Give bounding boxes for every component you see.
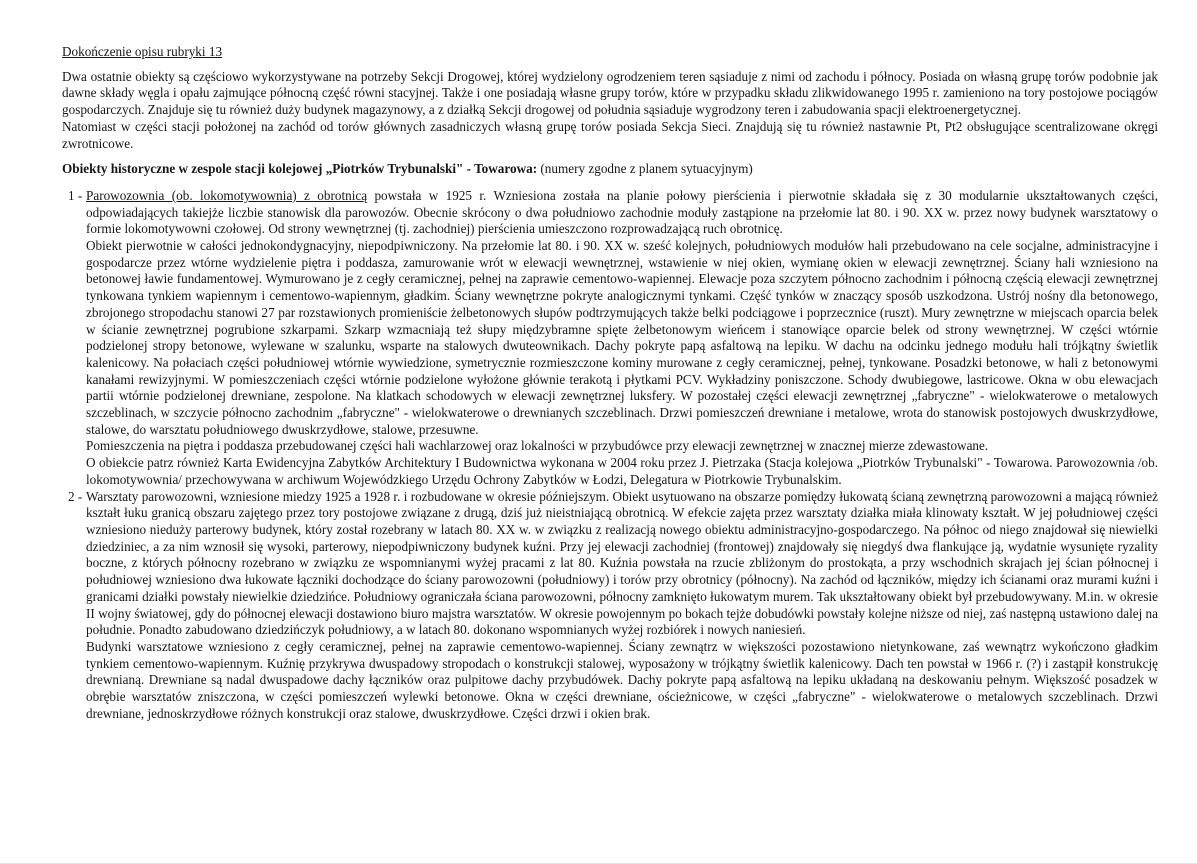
page-heading: Dokończenie opisu rubryki 13: [62, 44, 223, 59]
item-title: Parowozownia (ob. lokomotywownia) z obrotnicą: [86, 187, 368, 203]
document-body: [62, 44, 1158, 722]
item-paragraph: [86, 188, 1158, 238]
list-item: [62, 489, 1158, 723]
item-paragraph: Obiekt pierwotnie w całości jednokondygnacyjny, niepodpiwniczony. Na przełomie lat 80. i 90. XX w. sześć kolejnych, południowych modułów hali przebudowano na cele socjalne, administracyjne i gospodarcze przez wtórne wydzielenie piętra i poddasza, zamurowanie wrót w elewacji wewnętrznej, wstawienie w niej okien, wymianę okien w elewacji zewnętrznej. Ściany hali wzniesiono na betonowej ławie fundamentowej. Wymurowano je z cegły ceramicznej, pełnej na zaprawie cementowo-wapiennej. Elewacje poza szczytem północno zachodnim i północną częścią elewacji zewnętrznej tynkowana tynkiem wapiennym i cementowo-wapiennym, gładkim. Ściany wewnętrzne pokryte analogicznymi tynkami. Część tynków w znaczący sposób uszkodzona. Ustrój nośny dla betonowego, zbrojonego stropodachu stanowi 27 par rozstawionych promieniście żelbetonowych słupów podtrzymujących także belki podciągowe i poprzecznice (ruszt). Mury zewnętrzne w miejscach oparcia belek w ścianie zewnętrznej pogrubione szkarpami. Szkarp wzmacniają też słupy międzybramne spięte żelbetonowym wieńcem i stanowiące oparcie belek od strony wewnętrznej. W części wtórnie podzielonej stropy betonowe, wylewane w szalunku, wsparte na stalowych dwuteownikach. Dachy pokryte papą asfaltową na lepiku. W dachu na odcinku jednego modułu hali trójkątny świetlik kalenicowy. Na połaciach części południowej wtórnie wywiedzione, symetrycznie rozmieszczone kominy murowane z cegły ceramicznej, pełnej, tynkowane. Posadzki betonowe, w hali z betonowymi kanałami rewizyjnymi. W pomieszczeniach części wtórnie podzielone wyłożone głównie terakotą i płytkami PCV. Wykładziny poniszczone. Schody dwubiegowe, lastricowe. Okna w obu elewacjach partii wtórnie podzielonej drewniane, zespolone. Na klatkach schodowych w elewacji zewnętrznej luksfery. W pozostałej części elewacji zewnętrznej „fabryczne" - wielokwaterowe o metalowych szczeblinach, w szczycie północno zachodnim „fabryczne" - wielokwaterowe o drewnianych szczeblinach. Drzwi pomieszczeń drewniane i metalowe, wrota do stanowisk postojowych dwuskrzydłowe, stalowe, do warsztatu południowego dwuskrzydłowe, stalowe, przesuwne.: [86, 238, 1158, 437]
intro-paragraph: Dwa ostatnie obiekty są częściowo wykorzystywane na potrzeby Sekcji Drogowej, której wydzielony ogrodzeniem teren sąsiaduje z nimi od zachodu i północy. Posiada on własną grupę torów podobnie jak dawne składy węgla i opału zajmujące północną część równi stacyjnej. Także i one posiadają własne grupy torów, które w przypadku składu zlikwidowanego 1995 r. zamieniono na tory postojowe pociągów gospodarczych. Znajduje się tu również duży budynek magazynowy, a z działką Sekcji drogowej od południa sąsiaduje wygrodzony teren i zabudowania spacji elektroenergetycznej.: [62, 68, 1158, 118]
item-number: 1 -: [68, 187, 83, 203]
section-subtitle: (numery zgodne z planem sytuacyjnym): [537, 161, 753, 177]
section-title-text: Obiekty historyczne w zespole stacji kolejowej „Piotrków Trybunalski" - Towarowa:: [62, 161, 538, 177]
item-paragraph: Pomieszczenia na piętra i poddasza przebudowanej części hali wachlarzowej oraz lokalności w przybudówce przy elewacji zewnętrznej w znacznej mierze zdewastowane.: [86, 438, 989, 454]
list-item: [62, 188, 1158, 489]
item-text: powstała w 1925 r. Wzniesiona została na planie połowy pierścienia i pierwotnie składała się z 30 modularnie ukształtowanych części, odpowiadających takiejże liczbie stanowisk dla parowozów. Obecnie skrócony o dwa południowo zachodnie moduły zastąpione na przełomie lat 80. i 90. XX w. przez nowy budynek warsztatowy o formie lokomotywowni czołowej. Od strony wewnętrznej (tj. zachodniej) pierścienia umieszczono rozprowadzającą ruch obrotnicę.: [86, 187, 1158, 237]
item-paragraph: O obiekcie patrz również Karta Ewidencyjna Zabytków Architektury I Budownictwa wykonana w 2004 roku przez J. Pietrzaka (Stacja kolejowa „Piotrków Trybunalski" - Towarowa. Parowozownia /ob. lokomotywownia/ przechowywana w archiwum Wojewódzkiego Urzędu Ochrony Zabytków w Łodzi, Delegatura w Piotrkowie Trybunalskim.: [86, 455, 1158, 487]
intro-paragraph: Natomiast w części stacji położonej na zachód od torów głównych zasadniczych własną grupę torów posiada Sekcja Sieci. Znajdują się tu również nastawnie Pt, Pt2 obsługujące scentralizowane okręgi zwrotnicowe.: [62, 118, 1158, 151]
item-paragraph: Budynki warsztatowe wzniesiono z cegły ceramicznej, pełnej na zaprawie cementowo-wapiennej. Ściany zewnątrz w większości pozostawiono nietynkowane, zaś wewnątrz wykończono gładkim tynkiem cementowo-wapiennym. Kuźnię przykrywa dwuspadowy stropodach o konstrukcji stalowej, wyposażony w trójkątny świetlik kalenicowy. Dach ten powstał w 1966 r. (?) i zastąpił konstrukcję drewnianą. Drewniane są nadal dwuspadowe dachy łączników oraz pulpitowe dachy przybudówek. Dachy pokryte papą asfaltową na lepiku układaną na deskowaniu pełnym. Większość posadzek w obrębie warsztatów zniszczona, w części pomieszczeń wylewki betonowe. Okna w części drewniane, ościeżnicowe, w części „fabryczne" - wielokwaterowe o metalowych szczeblinach. Drzwi drewniane, jednoskrzydłowe różnych konstrukcji oraz stalowe, dwuskrzydłowe. Części drzwi i okien brak.: [86, 638, 1158, 721]
section-title: [62, 161, 1158, 178]
item-number: 2 -: [68, 488, 83, 504]
item-paragraph: Warsztaty parowozowni, wzniesione miedzy 1925 a 1928 r. i rozbudowane w okresie późniejszym. Obiekt usytuowano na obszarze pomiędzy łukowatą ścianą zewnętrzną parowozowni a mającą również kształt łuku granicą obszaru zajętego przez tory postojowe związane z drugą, dziś już nieistniającą obrotnicą. W efekcie zajęta przez warsztaty działka miała klinowaty kształt. W jej południowej części wzniesiono nieduży parterowy budynek, który został rozebrany w latach 80. XX w. w związku z realizacją nowego obiektu administracyjno-gospodarczego. Na północ od niego znajdował się niewielki dziedziniec, a za nim wznosił się wysoki, parterowy, niepodpiwniczony budynek kuźni. Przy jej elewacji zachodniej (frontowej) znajdowały się niegdyś dwa flankujące ją, wydatnie wysunięte ryzality boczne, z których północny rozebrano w związku ze wspomnianymi wyżej pracami z lat 80. Kuźnia powstała na rzucie zbliżonym do prostokąta, a przy wschodnich skrajach jej ścian północnej i południowej wzniesiono dwa łukowate łączniki dochodzące do ściany parowozowni (południowy) i torów przy obrotnicy (północny). Na zachód od łączników, między ich ścianami oraz murami kuźni i granicami działki powstały niewielkie dziedzińce. Południowy ograniczała ściana parowozowni, północny zamknięto łukowatym murem. Tak ukształtowany obiekt był przebudowywany. M.in. w okresie II wojny światowej, gdy do północnej elewacji dostawiono biuro majstra warsztatów. W okresie powojennym po bokach tejże dobudówki powstały kolejne niższe od niej, zaś następną ustawiono dalej na południe. Ponadto zabudowano dziedzińczyk południowy, a w latach 80. dokonano wspomnianych wyżej rozbiórek i nowych naniesień.: [86, 488, 1158, 638]
